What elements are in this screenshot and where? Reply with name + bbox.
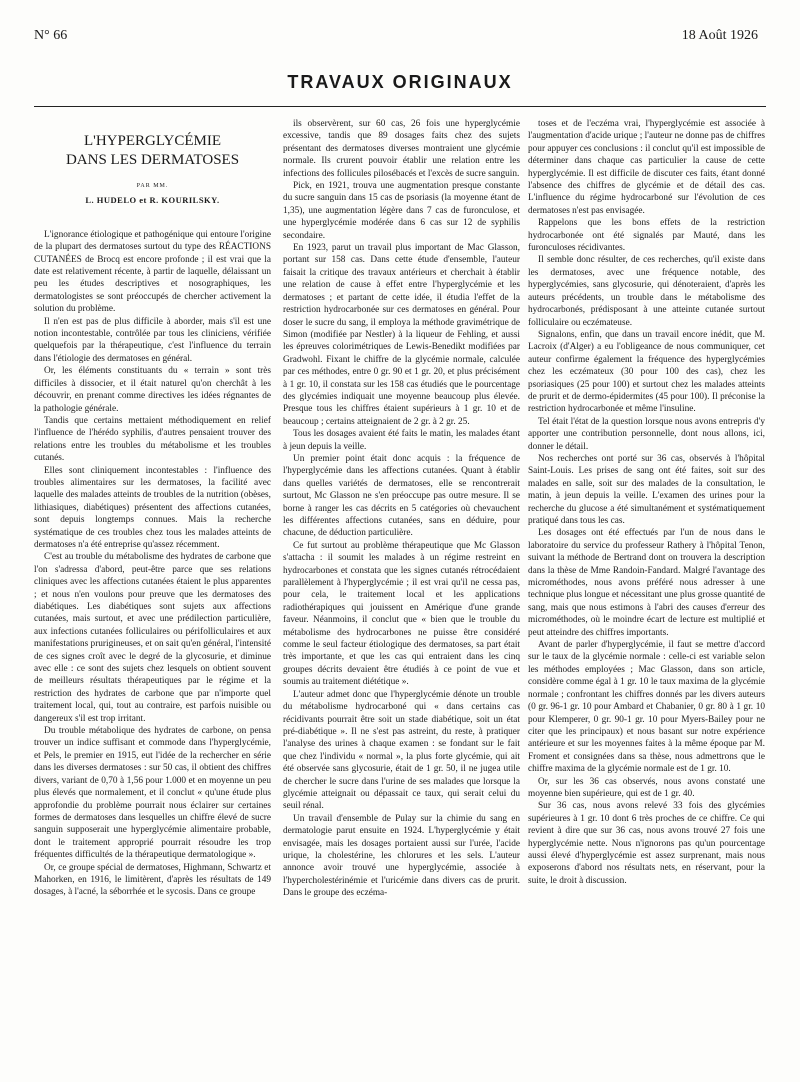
paragraph: Or, les éléments constituants du « terrain » sont très difficiles à dissocier, et il était naturel qu'on cherchât à les découvrir, en prenant comme directives les idées régnantes de la pathologie générale. [34, 366, 271, 414]
paragraph: Avant de parler d'hyperglycémie, il faut se mettre d'accord sur le taux de la glycémie normale : celle-ci est variable selon les méthodes employées ; Mac Glasson, dans son article, considère comme égal à 1 gr. 10 le taux maxima de la glycémie normale ; confrontant les chiffres donnés par les divers auteurs (0 gr. 96-1 gr. 10 pour Ambard et Chabanier, 0 gr. 80 à 1 gr. 10 pour Klemperer, 0 gr. 90-1 gr. 10 pour Myers-Bailey pour ne citer que les principaux) et nous basant sur notre expérience antérieure et sur les moyennes faites à la même époque par M. Froment et consignées dans sa thèse, nous admettrons que le chiffre maxima de la glycémie normale est de 1 gr. 10. [528, 640, 765, 775]
paragraph: C'est au trouble du métabolisme des hydrates de carbone que l'on s'adressa d'abord, peut-être parce que ses relations cliniques avec les affections cutanées étaient le plus apparentes ; et nous n'en voulons pour preuve que les dermatoses des diabétiques. Les diabétiques sont sujets aux affections cutanées, mais surtout, et avec une prédilection particulière, aux infections cutanées folliculaires ou périfolliculaires et aux manifestations prurigineuses, et on sait qu'en général, l'intensité de ces signes croît avec le degré de la glycosurie, et diminue avec elle : ce sont des sujets chez lesquels on obtient souvent de meilleurs résultats thérapeutiques par le régime et la restriction des hydrates de carbone que par n'importe quel traitement local, qui, tout au contraire, est parfois nuisible ou dangereux s'il est trop irritant. [34, 552, 271, 724]
article-authors: L. HUDELO et R. KOURILSKY. [85, 195, 220, 206]
paragraph: Tous les dosages avaient été faits le matin, les malades étant à jeun depuis la veille. [283, 429, 520, 452]
paragraph: Il n'en est pas de plus difficile à aborder, mais s'il est une notion incontestable, contrôlée par tous les cliniciens, vérifiée quelquefois par la thérapeutique, c'est l'influence du terrain dans l'étiologie des dermatoses en général. [34, 316, 271, 364]
paragraph: Un travail d'ensemble de Pulay sur la chimie du sang en dermatologie parut ensuite en 1924. L'hyperglycémie y était envisagée, mais les dosages portaient aussi sur l'urée, l'acide urique, la cholestérine, les chlorures et les sels. L'auteur annonce avoir trouvé une hyperglycémie, associée à l'hypercholestérinémie et l'uricémie dans divers cas de prurit. Dans le groupe des eczéma- [283, 813, 520, 899]
paragraph: toses et de l'eczéma vrai, l'hyperglycémie est associée à l'augmentation d'acide urique ; l'auteur ne donne pas de chiffres pour appuyer ces conclusions : il conclut qu'il est impossible de déterminer dans chaque cas particulier la cause de cette hyperglycémie. Il est difficile de discuter ces faits, étant donné l'absence des chiffres de glycémie et de détail des cas. L'influence du régime hydrocarboné sur l'évolution de ces dermatoses n'est pas envisagée. [528, 119, 765, 216]
issue-number: N° 66 [34, 28, 68, 43]
column-2 [283, 118, 520, 1076]
column-3 [528, 118, 765, 1076]
column-1 [34, 118, 271, 1076]
column-3-text [528, 118, 765, 887]
header-rule [34, 106, 766, 107]
paragraph: L'auteur admet donc que l'hyperglycémie dénote un trouble du métabolisme hydrocarboné qui « dans certains cas récidivants pourrait être soit un stade diabétique, soit un état pré-diabétique ». Il ne s'est pas astreint, du reste, à pratiquer l'analyse des urines à chaque examen : se fondant sur le fait que chez l'individu « normal », la plus forte glycémie, qui ait été observée sans glycosurie, était de 1 gr. 50, il ne jugea utile de chercher le sucre dans l'urine de ses malades que lorsque la glycémie atteignait ou dépassait ce taux, qui serait celui du seuil rénal. [283, 689, 520, 812]
article-title-line-2: DANS LES DERMATOSES [65, 152, 240, 168]
paragraph: En 1923, parut un travail plus important de Mac Glasson, portant sur 158 cas. Dans cette étude d'ensemble, l'auteur faisait la critique des travaux antérieurs et cherchait à établir une relation de cause à effet entre l'hyperglycémie et les dermatoses ; et partant de cette idée, il étudia l'effet de la restriction hydrocarbonée sur ces dermatoses en général. Pour doser le sucre du sang, il employa la méthode gravimétrique de Simon (modifiée par Nestler) à la liqueur de Fehling, et aussi les épreuves colorimétriques de Lewis-Benedikt modifiées par Gradwohl. Fixant le chiffre de la glycémie normale, calculée par ces méthodes, entre 0 gr. 90 et 1 gr. 20, et plus précisément à 1 gr. 10, il constata sur les 158 cas étudiés que le pourcentage des glycémies indiquait une moyenne beaucoup plus élevée. Presque tous les chiffres étaient supérieurs à 1 gr. 10 et de beaucoup ; certains atteignaient de 2 gr. à 2 gr. 25. [283, 243, 520, 427]
paragraph: Signalons, enfin, que dans un travail encore inédit, que M. Lacroix (d'Alger) a eu l'obligeance de nous communiquer, cet auteur confirme également la fréquence des hyperglycémies chez les eczémateux (30 pour 100 des cas), chez les psoriasiques (25 pour 100) et surtout chez les malades atteints de prurit et de dermo-épidermites (45 pour 100). Il préconise la restriction hydrocarbonée et même l'insuline. [528, 329, 765, 415]
paragraph: Tel était l'état de la question lorsque nous avons entrepris d'y apporter une contribution personnelle, dont nous allons, ici, donner le détail. [528, 416, 765, 452]
paragraph: Il semble donc résulter, de ces recherches, qu'il existe dans les dermatoses, avec une fréquence notable, des hyperglycémies, sans glycosurie, qui dénoteraient, d'après les auteurs précédents, un trouble dans le métabolisme des hydrocarbonés, prédisposant à une atteinte cutanée surtout folliculaire ou eczémateuse. [528, 255, 765, 328]
paragraph: Or, sur les 36 cas observés, nous avons constaté une moyenne bien supérieure, qui est de 1 gr. 40. [528, 776, 765, 799]
paragraph: Ce fut surtout au problème thérapeutique que Mc Glasson s'attacha : il soumit les malades à un régime restreint en hydrocarbones et constata que les signes cutanés rétrocédaient parallèlement à l'hyperglycémie ; il est vrai qu'il ne cessa pas, pour cela, le traitement local et les applications radiothérapiques qui jouissent en Amérique d'une grande faveur. Néanmoins, il conclut que « bien que le trouble du métabolisme des hydrocarbones ne puisse être considéré comme le seul facteur étiologique des dermatoses, sa part était très importante, et que les cas qui entraient dans les cinq groupes décrits devaient être étudiés à ce point de vue et soumis au traitement diététique ». [283, 540, 520, 688]
paragraph: Or, ce groupe spécial de dermatoses, Highmann, Schwartz et Mahorken, en 1916, le limitèrent, d'après les résultats de 149 dosages, à l'acné, la séborrhée et le sycosis. Dans ce groupe [34, 862, 271, 898]
paragraph: Tandis que certains mettaient méthodiquement en relief l'influence de l'hérédo syphilis, d'autres pensaient trouver des relations entre les troubles du métabolisme et les troubles cutanés. [34, 415, 271, 464]
paragraph: L'ignorance étiologique et pathogénique qui entoure l'origine de la plupart des dermatoses surtout du type des RÉACTIONS CUTANÉES de Brocq est encore profonde ; il est vrai que la date est relativement récente, à partir de laquelle, délaissant un peu les études descriptives et nosographiques, les dermatologistes se sont préoccupés de chercher activement la solution du problème. [34, 229, 271, 315]
byline-par: PAR MM. [136, 183, 169, 189]
article-title-line-1: L'HYPERGLYCÉMIE [83, 133, 222, 149]
paragraph: Nos recherches ont porté sur 36 cas, observés à l'hôpital Saint-Louis. Les prises de sang ont été faites, soit sur des malades en salle, soit sur des malades de la consultation, le matin, à jeun depuis la veille. L'examen des urines pour la recherche du glucose a été simultanément et systématiquement pratiqué dans tous les cas. [528, 453, 765, 526]
paragraph: Pick, en 1921, trouva une augmentation presque constante du sucre sanguin dans 15 cas de psoriasis (la moyenne étant de 1,35), une augmentation légère dans 7 cas de furonculose, et une hyperglycémie modérée dans 6 cas sur 12 de syphilis secondaire. [283, 181, 520, 241]
paragraph: Un premier point était donc acquis : la fréquence de l'hyperglycémie dans les affections cutanées. Quant à établir dans quelles variétés de dermatoses, elle se rencontrerait surtout, Mc Glasson ne s'en préoccupe pas outre mesure. Il se borne à ranger les cas décrits en 5 catégories où chevauchent les différentes affections cutanées, sans en déduire, pour chacune, de déduction particulière. [283, 453, 520, 539]
issue-date: 18 Août 1926 [681, 28, 758, 43]
paragraph: Les dosages ont été effectués par l'un de nous dans le laboratoire du service du professeur Rathery à l'hôpital Tenon, suivant la méthode de Bertrand dont on trouvera la description dans la thèse de Mme Randoin-Fandard. Malgré l'avantage des microméthodes, nous avons préféré nous adresser à une technique plus longue et nécessitant une plus grosse quantité de sang, mais que nous estimons à l'abri des causes d'erreur des microméthodes, où le moindre écart de lecture est multiplié et peut atteindre des chiffres importants. [528, 528, 765, 638]
paragraph: Du trouble métabolique des hydrates de carbone, on pensa trouver un indice suffisant et commode dans l'hyperglycémie, et Pels, le premier en 1915, eut l'idée de la rechercher en série dans les diverses dermatoses : sur 50 cas, il obtient des chiffres divers, variant de 0,70 à 1,56 pour 1.000 et en moyenne un peu plus élevés que normalement, et il conclut « qu'une étude plus approfondie du problème pourrait nous éclairer sur certaines formes de dermatoses dans lesquelles un chiffre élevé de sucre sanguin supposerait une hyperglycémie alimentaire probable, dont le traitement approprié pourrait résoudre les trop fréquentes difficultés de la thérapeutique dermatologique ». [34, 726, 271, 861]
paragraph: Elles sont cliniquement incontestables : l'influence des troubles alimentaires sur les dermatoses, la facilité avec laquelle des malades atteints de troubles de la nutrition (obèses, lithiasiques, diabétiques) présentent des affections cutanées, sont depuis longtemps connues. Mais la recherche systématique de ces troubles chez tous les malades atteints de dermatoses n'a été entreprise qu'assez récemment. [34, 465, 271, 550]
article-title [34, 132, 271, 170]
column-1-text [34, 229, 271, 899]
column-2-text [283, 118, 520, 900]
paragraph: Rappelons que les bons effets de la restriction hydrocarbonée ont été signalés par Mauté, dans les furonculoses récidivantes. [528, 218, 765, 254]
section-title: TRAVAUX ORIGINAUX [287, 72, 513, 92]
paragraph: Sur 36 cas, nous avons relevé 33 fois des glycémies supérieures à 1 gr. 10 dont 6 très proches de ce chiffre. Ce qui revient à dire que sur 36 cas, nous avons trouvé 27 fois une hyperglycémie nette. Nous n'ignorons pas qu'un pourcentage aussi élevé d'hyperglycémie est assez surprenant, mais nous exposerons d'abord nos résultats nets, en réservant, pour la suite, le droit à discussion. [528, 801, 765, 886]
paragraph: ils observèrent, sur 60 cas, 26 fois une hyperglycémie excessive, tandis que 89 dosages faits chez des sujets présentant des dermatoses diverses montraient une glycémie normale. Ils crurent pouvoir établir une relation entre les infections des follicules pilosébacés et l'excès de sucre sanguin. [283, 119, 520, 179]
